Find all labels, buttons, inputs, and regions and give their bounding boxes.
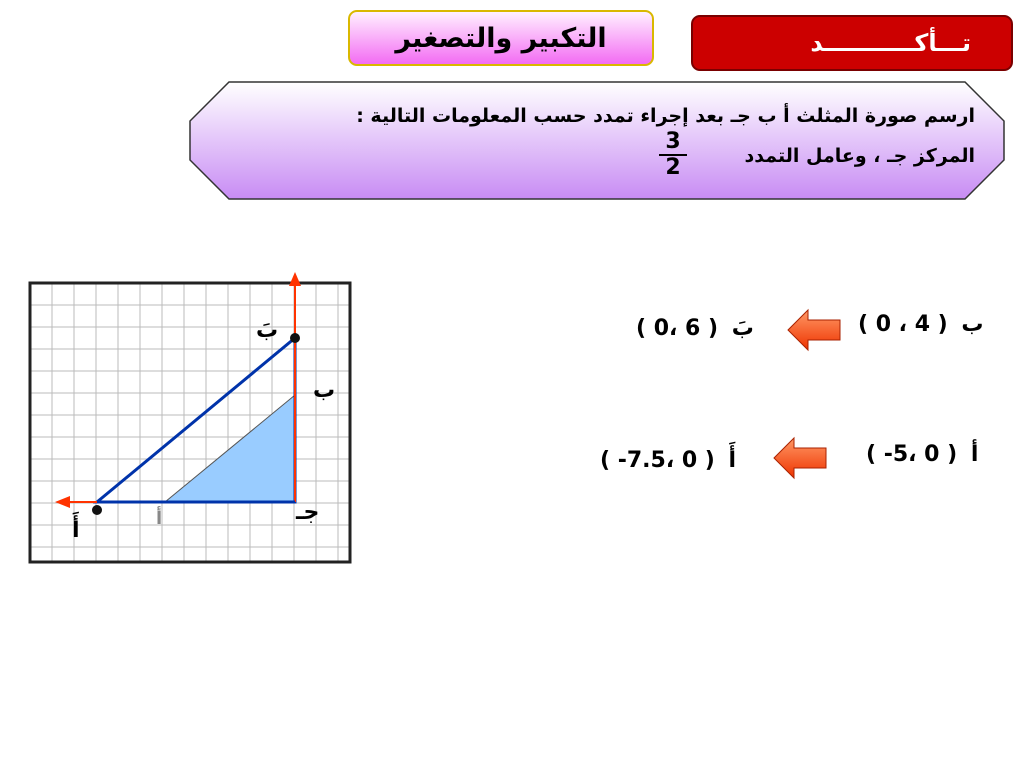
check-banner-text: تـــأكـــــــــــد: [810, 29, 971, 57]
point-b-prime: [290, 333, 300, 343]
vertical-arrowhead: [289, 272, 301, 286]
image-coords-b-value: ( 0، 6 ): [636, 316, 719, 341]
label-b: ب: [313, 378, 336, 403]
point-a-prime: [92, 505, 102, 515]
original-coords-b: [858, 312, 984, 337]
image-coords-b: [636, 316, 754, 341]
original-coords-a: [866, 442, 978, 467]
scale-factor-fraction: [659, 130, 687, 180]
lesson-title: [348, 10, 654, 66]
image-triangle: [97, 338, 295, 502]
check-banner: [691, 15, 1013, 71]
label-a-prime: أَ: [72, 518, 80, 543]
scale-factor-numerator: 3: [659, 130, 687, 156]
image-coords-a-value: ( -7.5، 0 ): [600, 448, 715, 473]
original-coords-a-value: ( -5، 0 ): [866, 442, 958, 467]
image-label-a: أَ: [728, 448, 737, 473]
problem-line-2: المركز جـ ، وعامل التمدد: [744, 145, 975, 167]
arrow-left-icon: [786, 308, 842, 352]
original-label-b: ب: [961, 312, 984, 337]
original-triangle: [165, 395, 295, 502]
original-coords-b-value: ( 0 ، 4 ): [858, 312, 948, 337]
scale-factor-denominator: 2: [665, 155, 681, 180]
label-a: أ: [156, 508, 163, 529]
problem-line-1: ارسم صورة المثلث أ ب جـ بعد إجراء تمدد حسب المعلومات التالية :: [356, 105, 975, 127]
lesson-title-text: التكبير والتصغير: [395, 22, 607, 54]
label-b-prime: بَ: [256, 318, 279, 343]
image-coords-a: [600, 448, 736, 473]
horizontal-arrowhead: [55, 496, 70, 508]
arrow-left-icon: [772, 436, 828, 480]
problem-box-shape: [189, 81, 1005, 200]
label-j: جـ: [296, 500, 320, 525]
image-label-b: بَ: [731, 316, 754, 341]
original-label-a: أ: [970, 442, 979, 467]
problem-statement: [189, 81, 1005, 200]
